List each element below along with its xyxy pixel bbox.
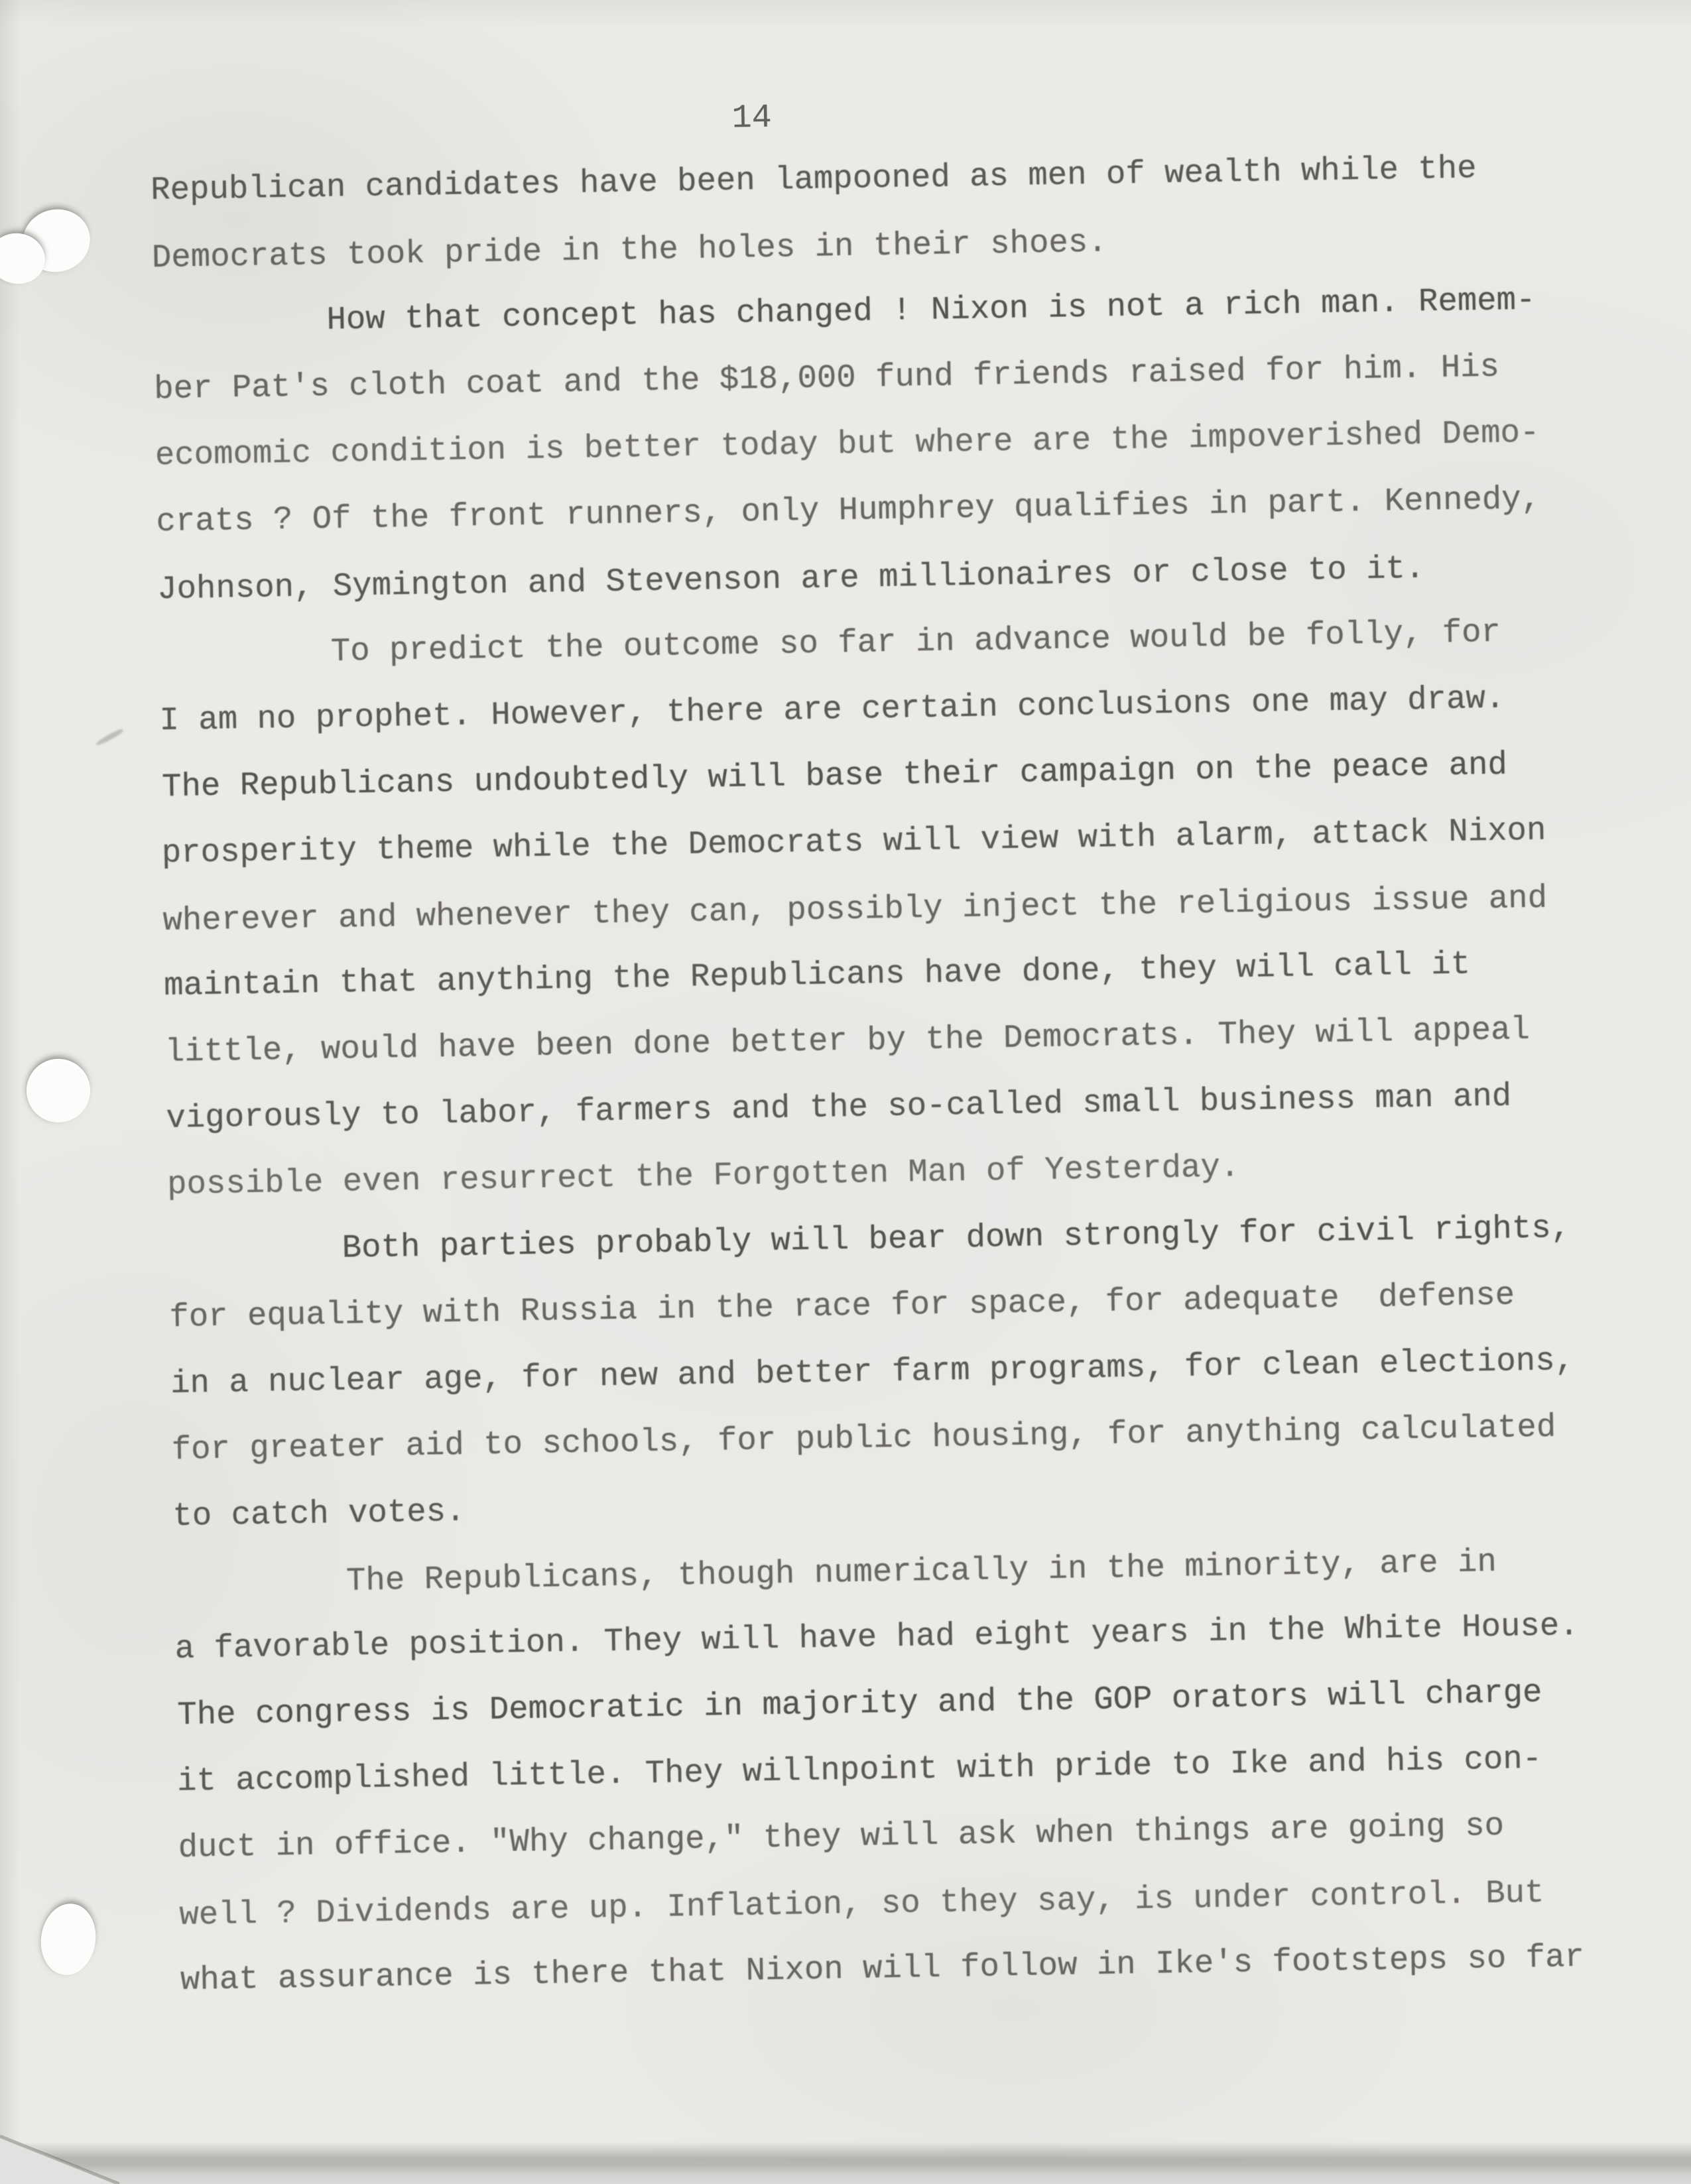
text-line: what assurance is there that Nixon will follow in Ike's footsteps so far [180,1938,1585,1999]
text-line: ber Pat's cloth coat and the $18,000 fund friends raised for him. His [153,348,1500,408]
text-line: The congress is Democratic in majority and the GOP orators will charge [176,1673,1542,1734]
text-line: possible even resurrect the Forgotten Man of Yesterday. [166,1148,1240,1203]
text-line: The Republicans, though numerically in the minority, are in [345,1543,1497,1600]
page-number: 14 [731,99,773,138]
text-line: for greater aid to schools, for public housing, for anything calculated [171,1408,1556,1469]
page-fold-corner [0,2124,119,2184]
text-line: duct in office. "Why change," they will ask when things are going so [178,1807,1505,1866]
text-line: little, would have been done better by the Democrats. They will appeal [164,1010,1531,1071]
text-line: I am no prophet. However, there are certain conclusions one may draw. [159,680,1505,740]
text-line: Republican candidates have been lampooned as men of wealth while the [150,150,1477,210]
text-line: How that concept has changed ! Nixon is not a rich man. Remem- [326,281,1536,339]
text-line: it accomplished little. They willnpoint with pride to Ike and his con- [176,1740,1542,1800]
text-line: crats ? Of the front runners, only Humphrey qualifies in part. Kennedy, [156,480,1541,541]
text-line: well ? Dividends are up. Inflation, so they say, is under control. But [178,1874,1544,1934]
text-line: vigorously to labor, farmers and the so-called small business man and [166,1077,1512,1137]
text-line: for equality with Russia in the race for space, for adequate defense [169,1276,1515,1336]
text-line: a favorable position. They will have had eight years in the White House. [174,1607,1580,1668]
text-line: Democrats took pride in the holes in their shoes. [151,223,1108,277]
text-line: to catch votes. [172,1492,466,1535]
text-line: maintain that anything the Republicans have done, they will call it [163,945,1471,1005]
text-line: Johnson, Symington and Stevenson are millionaires or close to it. [157,550,1425,609]
text-line: in a nuclear age, for new and better farm programs, for clean elections, [170,1341,1575,1402]
text-line: prosperity theme while the Democrats will view with alarm, attack Nixon [161,812,1546,873]
text-line: wherever and whenever they can, possibly inject the religious issue and [162,879,1548,940]
text-line: ecomomic condition is better today but where are the impoverished Demo- [155,414,1540,475]
text-line: The Republicans undoubtedly will base their campaign on the peace and [161,746,1508,806]
scan-bottom-shadow [0,2142,1691,2184]
text-line: To predict the outcome so far in advance would be folly, for [330,613,1501,670]
typewritten-text [150,133,1679,2014]
text-line: Both parties probably will bear down strongly for civil rights, [342,1209,1571,1267]
